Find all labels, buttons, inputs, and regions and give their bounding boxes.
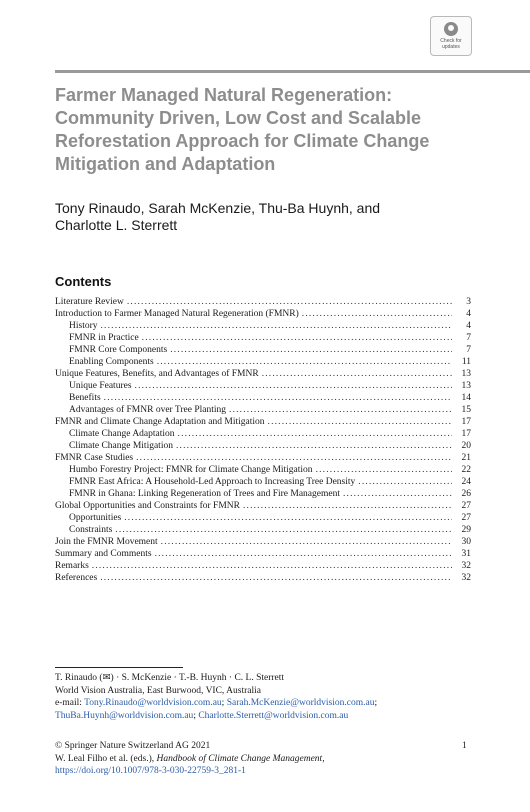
toc-entry[interactable] <box>55 428 471 440</box>
toc-entry[interactable] <box>55 512 471 524</box>
toc-entry-page: 32 <box>461 561 471 571</box>
toc-entry[interactable] <box>55 380 471 392</box>
toc-entry-title: Climate Change Adaptation <box>69 429 175 439</box>
toc-entry-page: 17 <box>461 429 471 439</box>
toc-leader-dots <box>92 560 452 572</box>
check-for-updates-badge[interactable] <box>430 16 472 56</box>
toc-entry-page: 17 <box>461 417 471 427</box>
toc-entry[interactable] <box>55 548 471 560</box>
toc-leader-dots <box>243 500 452 512</box>
toc-entry-page: 26 <box>461 489 471 499</box>
email-separator: ; <box>374 698 378 708</box>
toc-entry-title: Unique Features <box>69 381 132 391</box>
toc-leader-dots <box>343 488 452 500</box>
toc-entry-title: FMNR East Africa: A Household-Led Approach to Increasing Tree Density <box>69 477 356 487</box>
toc-entry-title: Advantages of FMNR over Tree Planting <box>69 405 227 415</box>
badge-line-1: Check for <box>440 38 462 44</box>
toc-entry[interactable] <box>55 524 471 536</box>
toc-leader-dots <box>358 476 452 488</box>
toc-entry[interactable] <box>55 392 471 404</box>
toc-entry-title: Enabling Components <box>69 357 154 367</box>
affiliation-org: World Vision Australia, East Burwood, VIC, Australia <box>55 685 261 696</box>
toc-entry-page: 13 <box>461 369 471 379</box>
toc-leader-dots <box>161 536 452 548</box>
citation-line <box>55 753 475 766</box>
toc-entry[interactable] <box>55 368 471 380</box>
email-link-rinaudo[interactable]: Tony.Rinaudo@worldvision.com.au <box>84 698 222 708</box>
toc-entry-title: History <box>69 321 98 331</box>
toc-entry-page: 22 <box>461 465 471 475</box>
toc-entry-page: 27 <box>461 513 471 523</box>
author-affiliation <box>55 672 475 722</box>
title-rule <box>55 70 530 73</box>
toc-entry-title: Climate Change Mitigation <box>69 441 173 451</box>
toc-entry-page: 11 <box>461 357 471 367</box>
toc-leader-dots <box>101 320 453 332</box>
email-separator: ; <box>193 710 199 721</box>
toc-entry-page: 24 <box>461 477 471 487</box>
toc-leader-dots <box>178 428 452 440</box>
toc-entry[interactable] <box>55 296 471 308</box>
toc-entry-title: Remarks <box>55 561 89 571</box>
toc-entry[interactable] <box>55 560 471 572</box>
toc-entry-title: Literature Review <box>55 297 124 307</box>
toc-entry[interactable] <box>55 332 471 344</box>
toc-entry[interactable] <box>55 500 471 512</box>
toc-leader-dots <box>262 368 452 380</box>
footnote-rule <box>55 667 183 668</box>
contents-heading: Contents <box>55 274 112 289</box>
citation-editors: W. Leal Filho et al. (eds.), <box>55 753 157 764</box>
toc-entry-title: Constraints <box>69 525 113 535</box>
toc-entry[interactable] <box>55 440 471 452</box>
toc-entry[interactable] <box>55 320 471 332</box>
badge-line-2: updates <box>442 44 460 50</box>
toc-entry[interactable] <box>55 308 471 320</box>
update-icon <box>444 22 458 36</box>
toc-entry-page: 32 <box>461 573 471 583</box>
toc-entry[interactable] <box>55 488 471 500</box>
toc-entry-title: Global Opportunities and Constraints for FMNR <box>55 501 240 511</box>
toc-entry-title: Humbo Forestry Project: FMNR for Climate Change Mitigation <box>69 465 313 475</box>
toc-entry-page: 21 <box>461 453 471 463</box>
toc-entry-title: FMNR Case Studies <box>55 453 134 463</box>
toc-entry-page: 29 <box>461 525 471 535</box>
toc-entry[interactable] <box>55 416 471 428</box>
toc-entry-page: 27 <box>461 501 471 511</box>
page-number: 1 <box>462 741 467 751</box>
email-link-sterrett[interactable]: Charlotte.Sterrett@worldvision.com.au <box>198 710 349 721</box>
email-separator: ; <box>221 698 227 708</box>
toc-leader-dots <box>157 356 452 368</box>
toc-entry-title: FMNR in Practice <box>69 333 139 343</box>
toc-entry-title: Unique Features, Benefits, and Advantages of FMNR <box>55 369 259 379</box>
email-link-huynh[interactable]: ThuBa.Huynh@worldvision.com.au <box>55 710 194 721</box>
toc-entry-page: 31 <box>461 549 471 559</box>
toc-entry-title: FMNR and Climate Change Adaptation and Mitigation <box>55 417 265 427</box>
table-of-contents <box>55 296 471 584</box>
toc-entry[interactable] <box>55 356 471 368</box>
toc-entry[interactable] <box>55 344 471 356</box>
toc-entry-page: 15 <box>461 405 471 415</box>
toc-leader-dots <box>104 392 452 404</box>
toc-leader-dots <box>124 512 452 524</box>
copyright-line: © Springer Nature Switzerland AG 2021 <box>55 741 211 751</box>
toc-leader-dots <box>136 452 452 464</box>
toc-entry-page: 4 <box>466 309 471 319</box>
toc-leader-dots <box>302 308 452 320</box>
doi-link[interactable]: https://doi.org/10.1007/978-3-030-22759-3_281-1 <box>55 766 246 776</box>
toc-entry[interactable] <box>55 536 471 548</box>
authors <box>55 200 455 234</box>
toc-leader-dots <box>155 548 452 560</box>
toc-entry-page: 7 <box>466 345 471 355</box>
toc-entry[interactable] <box>55 476 471 488</box>
email-link-mckenzie[interactable]: Sarah.McKenzie@worldvision.com.au <box>226 698 375 708</box>
toc-entry-page: 14 <box>461 393 471 403</box>
toc-entry[interactable] <box>55 572 471 584</box>
toc-entry-title: FMNR Core Components <box>69 345 168 355</box>
toc-entry-page: 3 <box>466 297 471 307</box>
citation-comma: , <box>322 753 325 764</box>
handbook-title: Handbook of Climate Change Management <box>156 753 323 764</box>
toc-entry-page: 4 <box>466 321 471 331</box>
toc-entry[interactable] <box>55 404 471 416</box>
publication-footer <box>55 740 475 778</box>
toc-entry-title: Summary and Comments <box>55 549 152 559</box>
affiliation-emails <box>55 697 475 722</box>
toc-entry-title: FMNR in Ghana: Linking Regeneration of Trees and Fire Management <box>69 489 340 499</box>
toc-entry-page: 7 <box>466 333 471 343</box>
toc-leader-dots <box>100 572 452 584</box>
toc-entry[interactable] <box>55 464 471 476</box>
authors-line-1: Tony Rinaudo, Sarah McKenzie, Thu-Ba Huynh, and <box>55 200 381 216</box>
chapter-title: Farmer Managed Natural Regeneration: Community Driven, Low Cost and Scalable Reforestation Approach for Climate Change Mitigation and Adaptation <box>55 85 430 174</box>
toc-leader-dots <box>229 404 452 416</box>
toc-leader-dots <box>142 332 452 344</box>
toc-entry-title: References <box>55 573 98 583</box>
authors-line-2: Charlotte L. Sterrett <box>55 217 178 233</box>
toc-entry-title: Benefits <box>69 393 101 403</box>
toc-leader-dots <box>316 464 452 476</box>
toc-leader-dots <box>127 296 452 308</box>
toc-entry-title: Join the FMNR Movement <box>55 537 158 547</box>
toc-leader-dots <box>268 416 452 428</box>
toc-entry-page: 30 <box>461 537 471 547</box>
email-label: e-mail: <box>55 698 85 708</box>
toc-entry-title: Opportunities <box>69 513 122 523</box>
toc-leader-dots <box>176 440 452 452</box>
toc-entry-title: Introduction to Farmer Managed Natural Regeneration (FMNR) <box>55 309 299 319</box>
toc-leader-dots <box>115 524 452 536</box>
affiliation-names: T. Rinaudo (✉) · S. McKenzie · T.-B. Huynh · C. L. Sterrett <box>55 673 285 683</box>
toc-entry[interactable] <box>55 452 471 464</box>
toc-entry-page: 13 <box>461 381 471 391</box>
toc-leader-dots <box>135 380 452 392</box>
toc-entry-page: 20 <box>461 441 471 451</box>
toc-leader-dots <box>170 344 452 356</box>
